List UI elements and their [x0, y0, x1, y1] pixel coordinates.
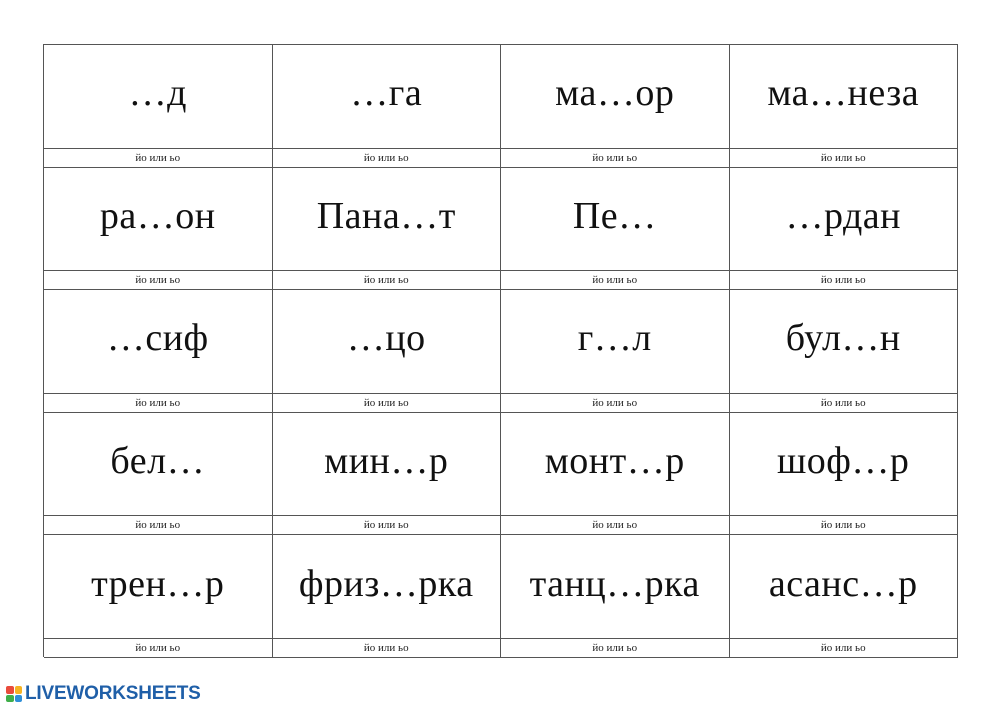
word-card — [44, 290, 273, 413]
word-card — [501, 535, 730, 658]
word-card — [44, 413, 273, 536]
hint-text: йо или ьо — [730, 515, 958, 534]
word-text: ра…он — [99, 194, 216, 237]
word-text: …рдан — [785, 194, 902, 237]
logo-square-blue — [15, 695, 23, 703]
hint-text: йо или ьо — [501, 393, 729, 412]
liveworksheets-logo[interactable] — [6, 683, 201, 705]
word-card — [273, 290, 502, 413]
logo-square-red — [6, 686, 14, 694]
hint-text: йо или ьо — [730, 148, 958, 167]
hint-text: йо или ьо — [501, 270, 729, 289]
word-text: шоф…р — [777, 440, 910, 483]
liveworksheets-logo-icon — [6, 686, 22, 702]
word-card — [273, 413, 502, 536]
hint-text: йо или ьо — [501, 515, 729, 534]
word-card — [273, 45, 502, 168]
word-text: г…л — [577, 317, 652, 360]
word-card — [44, 535, 273, 658]
word-text: трен…р — [91, 562, 225, 605]
hint-text: йо или ьо — [730, 638, 958, 657]
word-text: Пе… — [572, 194, 657, 237]
word-text: …га — [350, 72, 423, 115]
hint-text: йо или ьо — [501, 638, 729, 657]
word-text: мин…р — [324, 440, 449, 483]
word-card — [730, 413, 959, 536]
word-card — [730, 45, 959, 168]
word-card — [501, 168, 730, 291]
word-card — [44, 168, 273, 291]
hint-text: йо или ьо — [273, 148, 501, 167]
hint-text: йо или ьо — [273, 270, 501, 289]
word-text: фриз…рка — [298, 562, 474, 605]
logo-square-yellow — [15, 686, 23, 694]
hint-text: йо или ьо — [273, 515, 501, 534]
word-card — [501, 45, 730, 168]
hint-text: йо или ьо — [44, 270, 272, 289]
word-text: бел… — [110, 440, 206, 483]
card-grid — [44, 45, 958, 657]
worksheet-table — [43, 44, 958, 657]
word-text: ма…неза — [767, 72, 920, 115]
word-card — [273, 168, 502, 291]
word-text: танц…рка — [529, 562, 700, 605]
hint-text: йо или ьо — [44, 393, 272, 412]
hint-text: йо или ьо — [501, 148, 729, 167]
hint-text: йо или ьо — [44, 638, 272, 657]
logo-square-green — [6, 695, 14, 703]
word-card — [501, 290, 730, 413]
word-card — [44, 45, 273, 168]
word-text: …сиф — [106, 317, 209, 360]
word-text: Пана…т — [316, 194, 456, 237]
hint-text: йо или ьо — [730, 270, 958, 289]
hint-text: йо или ьо — [273, 393, 501, 412]
word-text: бул…н — [785, 317, 901, 360]
word-text: …цо — [346, 317, 426, 360]
word-text: …д — [128, 72, 187, 115]
word-card — [730, 535, 959, 658]
word-card — [730, 290, 959, 413]
hint-text: йо или ьо — [44, 515, 272, 534]
hint-text: йо или ьо — [730, 393, 958, 412]
hint-text: йо или ьо — [273, 638, 501, 657]
word-text: асанс…р — [768, 562, 918, 605]
hint-text: йо или ьо — [44, 148, 272, 167]
logo-text: LIVEWORKSHEETS — [25, 683, 201, 704]
word-text: ма…ор — [555, 72, 675, 115]
word-card — [730, 168, 959, 291]
word-card — [273, 535, 502, 658]
word-text: монт…р — [544, 440, 685, 483]
word-card — [501, 413, 730, 536]
